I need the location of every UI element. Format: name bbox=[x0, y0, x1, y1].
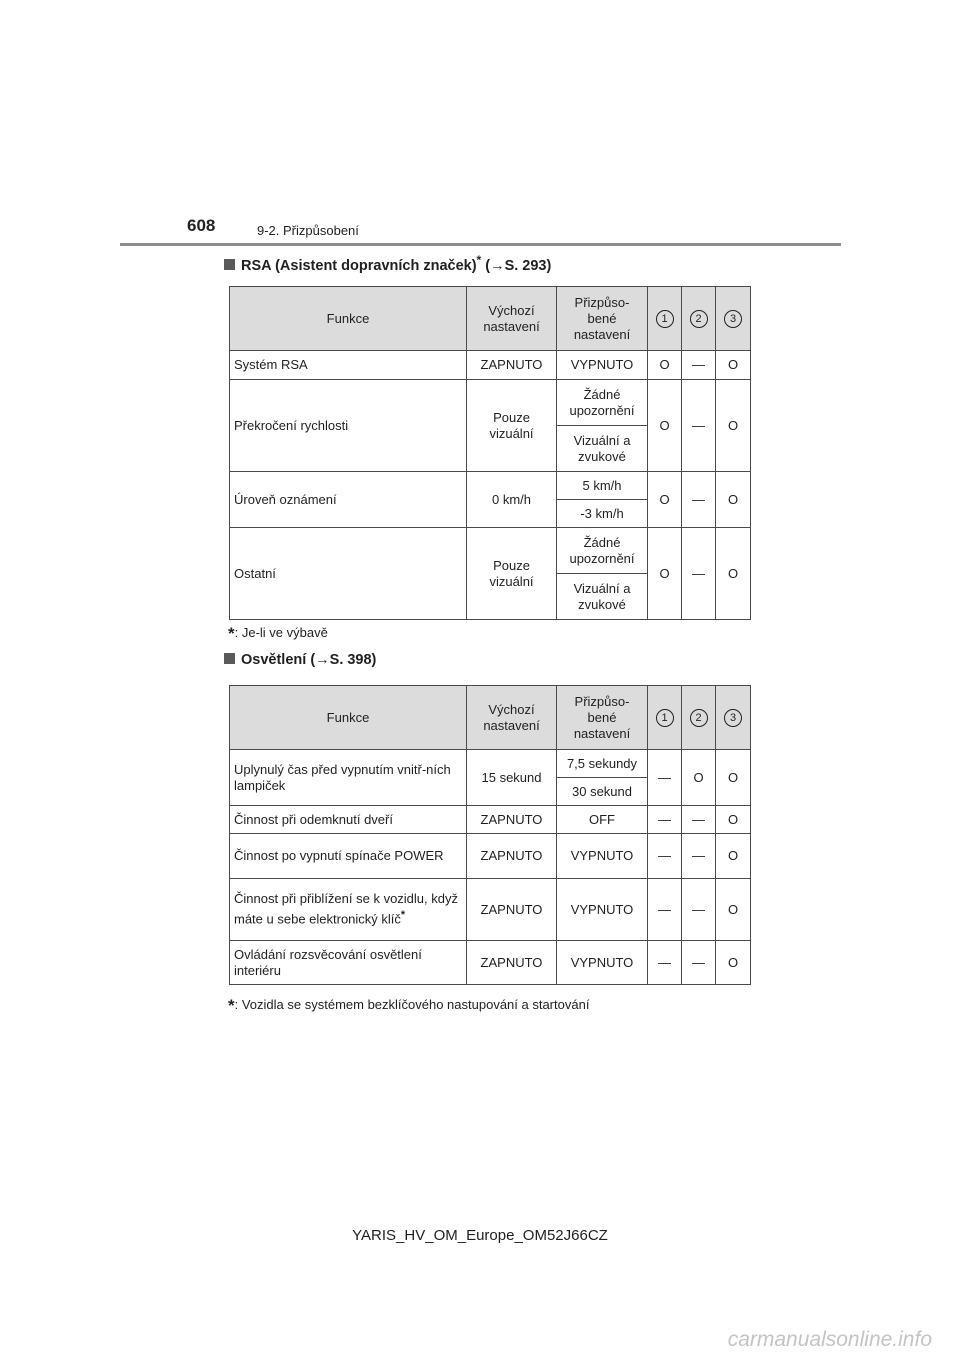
table-subrow: Vizuální a zvukové bbox=[230, 426, 751, 472]
heading-star: * bbox=[476, 253, 482, 267]
table-header-row bbox=[230, 686, 751, 750]
circled-number-3-icon: 3 bbox=[724, 310, 742, 328]
rsa-settings-table bbox=[229, 286, 751, 620]
heading-title: RSA (Asistent dopravních značek) bbox=[241, 257, 477, 274]
square-bullet-icon bbox=[224, 653, 235, 664]
section-heading-lighting bbox=[224, 652, 376, 668]
table-row: Ostatní Pouze vizuální Žádné upozornění O — O bbox=[230, 528, 751, 574]
footnote-lighting bbox=[228, 996, 589, 1016]
square-bullet-icon bbox=[224, 259, 235, 270]
footer-document-code: YARIS_HV_OM_Europe_OM52J66CZ bbox=[352, 1227, 608, 1244]
footnote-star: * bbox=[228, 624, 235, 643]
table-row: Činnost při odemknutí dveří ZAPNUTO OFF — — O bbox=[230, 806, 751, 834]
circled-number-3-icon: 3 bbox=[724, 709, 742, 727]
column-header: Přizpůso-bené nastavení bbox=[557, 686, 648, 750]
heading-title: Osvětlení bbox=[241, 652, 307, 668]
table-row: Uplynulý čas před vypnutím vnitř-ních lampiček 15 sekund 7,5 sekundy — O O bbox=[230, 750, 751, 778]
footnote-star: * bbox=[228, 996, 235, 1015]
footnote-text: : Vozidla se systémem bezklíčového nastupování a startování bbox=[234, 997, 590, 1012]
circled-number-2-icon: 2 bbox=[690, 709, 708, 727]
column-header: Funkce bbox=[230, 287, 467, 351]
circled-number-1-icon: 1 bbox=[656, 709, 674, 727]
table-subrow: Vizuální a zvukové bbox=[230, 574, 751, 620]
column-header: Výchozí nastavení bbox=[467, 686, 557, 750]
row-label: Činnost při přiblížení se k vozidlu, když máte u sebe elektronický klíč bbox=[234, 891, 458, 927]
table-header-row bbox=[230, 287, 751, 351]
lighting-settings-table bbox=[229, 685, 751, 985]
table-subrow: 30 sekund bbox=[230, 778, 751, 806]
table-row: Činnost po vypnutí spínače POWER ZAPNUTO VYPNUTO — — O bbox=[230, 834, 751, 879]
table-row: Ovládání rozsvěcování osvětlení interiéru ZAPNUTO VYPNUTO — — O bbox=[230, 941, 751, 985]
table-row: Úroveň oznámení 0 km/h 5 km/h O — O bbox=[230, 472, 751, 500]
section-title: 9-2. Přizpůsobení bbox=[257, 223, 359, 238]
column-header: Funkce bbox=[230, 686, 467, 750]
table-row: Systém RSA ZAPNUTO VYPNUTO O — O bbox=[230, 351, 751, 380]
circled-number-2-icon: 2 bbox=[690, 310, 708, 328]
column-header: Výchozí nastavení bbox=[467, 287, 557, 351]
circled-number-1-icon: 1 bbox=[656, 310, 674, 328]
column-header: Přizpůso-bené nastavení bbox=[557, 287, 648, 351]
section-heading-rsa bbox=[224, 253, 551, 274]
page-number: 608 bbox=[187, 216, 216, 235]
row-star: * bbox=[400, 909, 406, 922]
header-rule bbox=[120, 243, 841, 246]
footnote-rsa bbox=[228, 624, 328, 644]
heading-ref: (→S. 293) bbox=[485, 257, 552, 274]
footnote-text: : Je-li ve výbavě bbox=[234, 625, 328, 640]
table-row: Činnost při přiblížení se k vozidlu, když máte u sebe elektronický klíč* ZAPNUTO VYPNUTO — — O bbox=[230, 879, 751, 941]
table-row: Překročení rychlosti Pouze vizuální Žádné upozornění O — O bbox=[230, 380, 751, 426]
heading-ref: (→S. 398) bbox=[310, 652, 377, 668]
watermark: carmanualsonline.info bbox=[727, 1328, 932, 1351]
table-subrow: -3 km/h bbox=[230, 500, 751, 528]
